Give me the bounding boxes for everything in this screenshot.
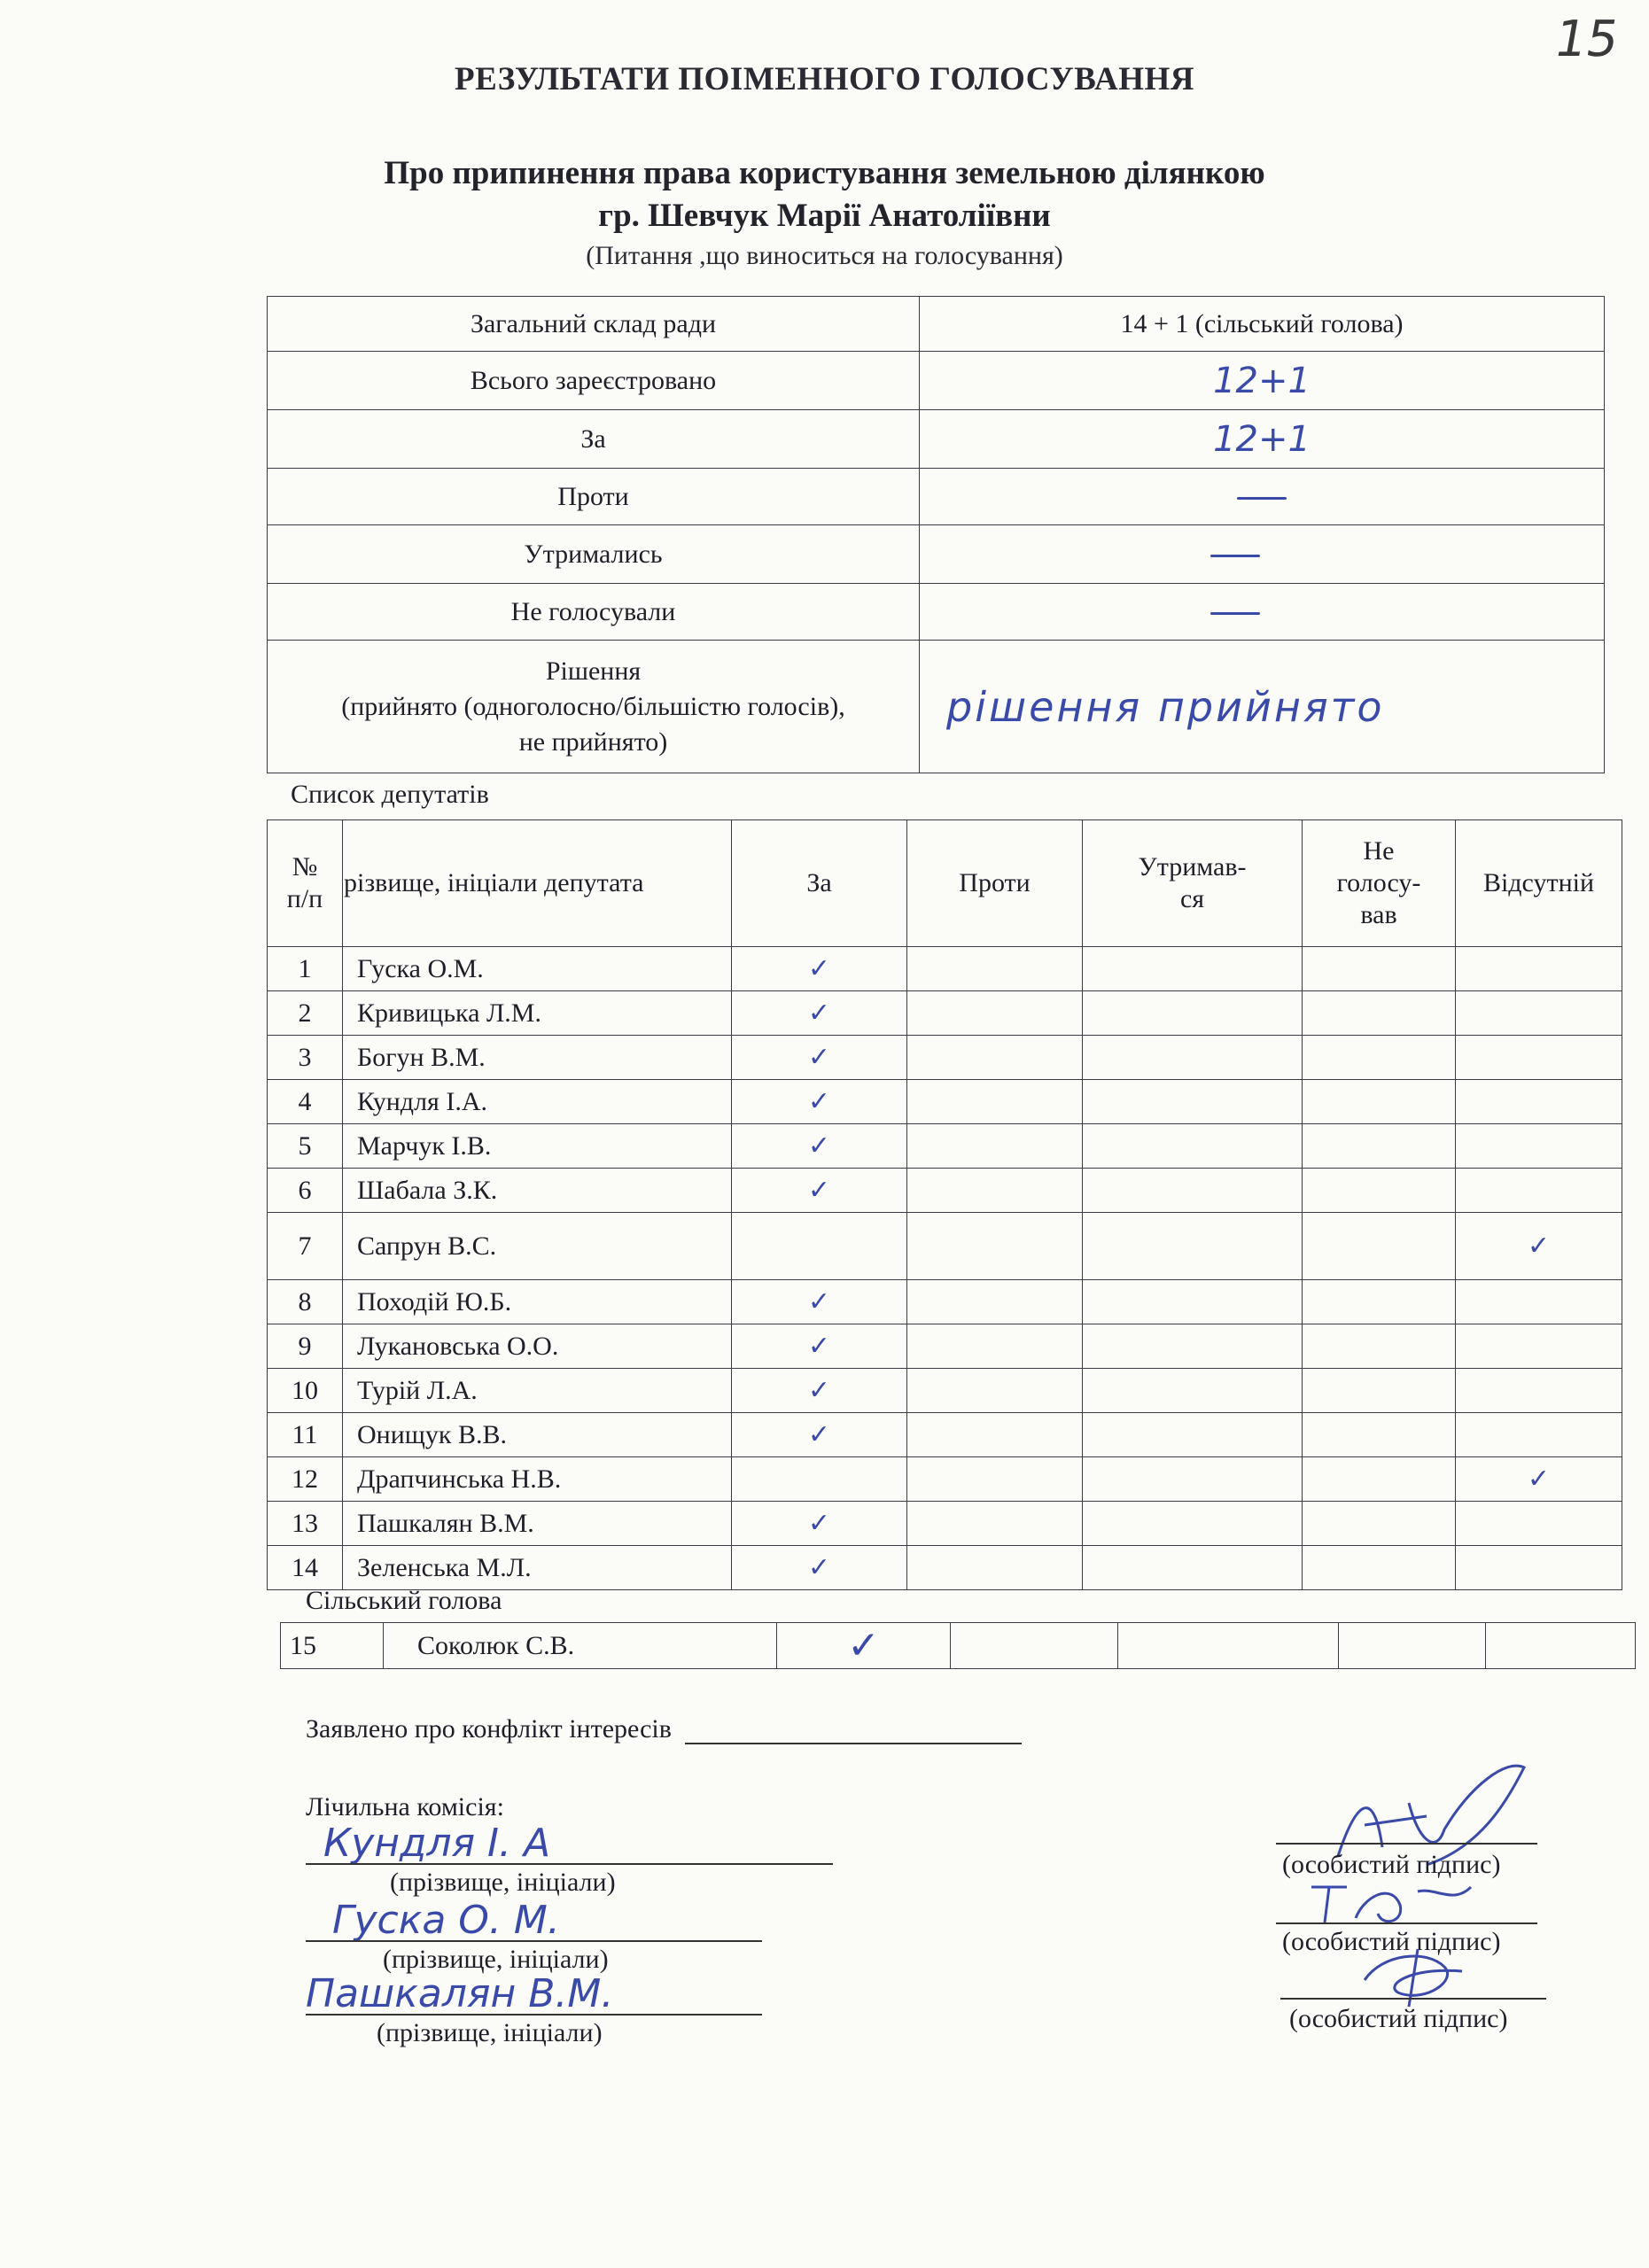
- vote-cell-not-voted: [1303, 1124, 1456, 1169]
- deputy-name: Пашкалян В.М.: [343, 1502, 732, 1546]
- not-voted-value: [920, 584, 1605, 641]
- deputy-name: Кривицька Л.М.: [343, 991, 732, 1036]
- registered-value: 12+1: [920, 352, 1605, 410]
- vote-cell-absent: [1456, 1546, 1622, 1590]
- decision-label-line-1: Рішення: [545, 656, 642, 686]
- member-2-caption: (прізвище, ініціали): [383, 1945, 609, 1974]
- header-abstained: [1083, 820, 1303, 947]
- row-number: 4: [268, 1080, 343, 1124]
- vote-cell-not-voted: [1303, 1213, 1456, 1280]
- head-name: Соколюк С.В.: [384, 1623, 777, 1669]
- table-row: [268, 1280, 1622, 1324]
- deputies-header-row: [268, 820, 1622, 947]
- check-mark-icon: ✓: [807, 1042, 831, 1073]
- vote-cell-abstained: [1083, 1080, 1303, 1124]
- deputy-name: Гуска О.М.: [343, 947, 732, 991]
- row-number: 11: [268, 1413, 343, 1457]
- check-mark-icon: ✓: [807, 1375, 831, 1406]
- signature-3-icon: [1347, 1940, 1506, 2011]
- check-mark-icon: ✓: [807, 1130, 831, 1161]
- subtitle-line-1: Про припинення права користування земельною ділянкою: [384, 155, 1265, 191]
- question-note: (Питання ,що виноситься на голосування): [586, 241, 1063, 270]
- vote-cell-for: [732, 1213, 907, 1280]
- vote-cell-abstained: [1083, 1413, 1303, 1457]
- member-3-caption: (прізвище, ініціали): [377, 2018, 603, 2047]
- vote-cell-absent: [1456, 1124, 1622, 1169]
- member-3-name: Пашкалян В.М.: [306, 1971, 614, 2016]
- head-number: 15: [281, 1623, 384, 1669]
- head-section-label: Сільський голова: [306, 1586, 502, 1615]
- vote-cell-for: [732, 1324, 907, 1369]
- table-row: [268, 1546, 1622, 1590]
- header-number-line-2: п/п: [286, 884, 323, 913]
- vote-cell-not-voted: [1303, 1324, 1456, 1369]
- check-mark-icon: ✓: [807, 1508, 831, 1539]
- vote-cell-absent: [1456, 1080, 1622, 1124]
- head-row: [281, 1623, 1636, 1669]
- row-number: 1: [268, 947, 343, 991]
- signature-2-caption: (особистий підпис): [1282, 1927, 1501, 1956]
- vote-cell-abstained: [1083, 1457, 1303, 1502]
- vote-cell-not-voted: [1303, 947, 1456, 991]
- vote-cell-absent: [1456, 991, 1622, 1036]
- deputy-name: Сапрун В.С.: [343, 1213, 732, 1280]
- dash-mark: [1237, 497, 1287, 500]
- member-1-name: Кундля І. А: [323, 1821, 551, 1866]
- vote-cell-absent: [1456, 1369, 1622, 1413]
- row-number: 14: [268, 1546, 343, 1590]
- vote-cell-not-voted: [1303, 1169, 1456, 1213]
- vote-cell-against: [907, 1124, 1083, 1169]
- vote-cell-not-voted: [1303, 1413, 1456, 1457]
- vote-cell-against: [907, 1213, 1083, 1280]
- vote-cell-for: [732, 1413, 907, 1457]
- table-row: [268, 1502, 1622, 1546]
- subtitle: [0, 152, 1649, 237]
- table-row: [268, 1413, 1622, 1457]
- vote-cell-not-voted: [1303, 1080, 1456, 1124]
- row-number: 13: [268, 1502, 343, 1546]
- vote-cell-abstained: [1083, 1502, 1303, 1546]
- vote-cell-for: [732, 1080, 907, 1124]
- deputy-name: Походій Ю.Б.: [343, 1280, 732, 1324]
- deputies-table: [267, 819, 1622, 1590]
- signature-1-caption: (особистий підпис): [1282, 1850, 1501, 1879]
- vote-cell-for: [732, 947, 907, 991]
- summary-row-decision: [268, 641, 1605, 773]
- table-row: [268, 1124, 1622, 1169]
- vote-cell-against: [907, 1080, 1083, 1124]
- row-number: 5: [268, 1124, 343, 1169]
- check-mark-icon: ✓: [807, 1175, 831, 1206]
- head-abstained-cell: [1118, 1623, 1339, 1669]
- table-row: [268, 1369, 1622, 1413]
- vote-cell-against: [907, 1457, 1083, 1502]
- vote-cell-abstained: [1083, 1324, 1303, 1369]
- check-mark-icon: ✓: [807, 1086, 831, 1117]
- table-row: [268, 1213, 1622, 1280]
- table-row: [268, 991, 1622, 1036]
- deputy-name: Кундля І.А.: [343, 1080, 732, 1124]
- check-mark-icon: ✓: [1527, 1231, 1551, 1262]
- header-absent: Відсутній: [1456, 820, 1622, 947]
- decision-label-line-3: не прийнято): [518, 726, 668, 757]
- deputy-name: Марчук І.В.: [343, 1124, 732, 1169]
- vote-cell-against: [907, 991, 1083, 1036]
- vote-cell-abstained: [1083, 1369, 1303, 1413]
- vote-cell-abstained: [1083, 1169, 1303, 1213]
- header-against: Проти: [907, 820, 1083, 947]
- member-2-name: Гуска О. М.: [332, 1898, 560, 1943]
- header-not-voted: [1303, 820, 1456, 947]
- deputies-section-label: Список депутатів: [291, 780, 489, 809]
- vote-cell-abstained: [1083, 1213, 1303, 1280]
- total-value: 14 + 1 (сільський голова): [920, 297, 1605, 352]
- header-for: За: [732, 820, 907, 947]
- vote-cell-for: [732, 1036, 907, 1080]
- vote-cell-for: [732, 1169, 907, 1213]
- conflict-blank-line: [685, 1743, 1022, 1744]
- row-number: 9: [268, 1324, 343, 1369]
- summary-row-abstained: [268, 525, 1605, 584]
- vote-cell-not-voted: [1303, 991, 1456, 1036]
- table-row: [268, 1169, 1622, 1213]
- abstained-value: [920, 525, 1605, 584]
- deputy-name: Лукановська О.О.: [343, 1324, 732, 1369]
- header-abstained-line-1: Утримав-: [1138, 852, 1247, 882]
- against-value: [920, 469, 1605, 525]
- vote-cell-for: [732, 1280, 907, 1324]
- decision-value: рішення прийнято: [920, 641, 1605, 773]
- vote-cell-absent: [1456, 1502, 1622, 1546]
- row-number: 7: [268, 1213, 343, 1280]
- deputy-name: Турій Л.А.: [343, 1369, 732, 1413]
- signature-1-line: [1276, 1843, 1537, 1845]
- vote-cell-against: [907, 1280, 1083, 1324]
- vote-cell-for: [732, 1502, 907, 1546]
- vote-cell-not-voted: [1303, 1546, 1456, 1590]
- vote-cell-against: [907, 1324, 1083, 1369]
- header-number-line-1: №: [292, 852, 318, 882]
- check-mark-icon: ✓: [807, 1331, 831, 1362]
- head-against-cell: [951, 1623, 1118, 1669]
- summary-table: [267, 296, 1605, 773]
- vote-cell-abstained: [1083, 947, 1303, 991]
- check-mark-icon: ✓: [807, 1552, 831, 1583]
- summary-row-total: [268, 297, 1605, 352]
- conflict-statement: [306, 1714, 1022, 1744]
- deputy-name: Богун В.М.: [343, 1036, 732, 1080]
- conflict-label: Заявлено про конфлікт інтересів: [306, 1714, 672, 1744]
- summary-row-registered: [268, 352, 1605, 410]
- vote-cell-absent: [1456, 1213, 1622, 1280]
- abstained-label: Утримались: [268, 525, 920, 584]
- table-row: [268, 1457, 1622, 1502]
- signature-2-line: [1276, 1922, 1537, 1924]
- summary-row-for: [268, 410, 1605, 469]
- check-mark-icon: ✓: [1527, 1464, 1551, 1495]
- head-for-cell: ✓: [777, 1623, 951, 1669]
- vote-cell-absent: [1456, 1324, 1622, 1369]
- row-number: 12: [268, 1457, 343, 1502]
- deputy-name: Шабала З.К.: [343, 1169, 732, 1213]
- head-not-voted-cell: [1339, 1623, 1486, 1669]
- vote-cell-against: [907, 1036, 1083, 1080]
- check-mark-icon: ✓: [807, 1419, 831, 1450]
- vote-cell-absent: [1456, 1169, 1622, 1213]
- vote-cell-for: [732, 991, 907, 1036]
- header-number: [268, 820, 343, 947]
- deputy-name: Зеленська М.Л.: [343, 1546, 732, 1590]
- vote-cell-absent: [1456, 1457, 1622, 1502]
- head-absent-cell: [1486, 1623, 1636, 1669]
- vote-cell-not-voted: [1303, 1280, 1456, 1324]
- row-number: 2: [268, 991, 343, 1036]
- check-mark-icon: ✓: [807, 1286, 831, 1317]
- decision-label: [268, 641, 920, 773]
- vote-cell-for: [732, 1457, 907, 1502]
- head-table: [280, 1622, 1636, 1669]
- vote-cell-absent: [1456, 1280, 1622, 1324]
- member-1-line: [306, 1863, 833, 1865]
- total-label: Загальний склад ради: [268, 297, 920, 352]
- summary-row-against: [268, 469, 1605, 525]
- vote-cell-against: [907, 1169, 1083, 1213]
- vote-cell-against: [907, 1546, 1083, 1590]
- summary-row-not-voted: [268, 584, 1605, 641]
- not-voted-label: Не голосували: [268, 584, 920, 641]
- for-value: 12+1: [920, 410, 1605, 469]
- member-2-line: [306, 1940, 762, 1942]
- dash-mark: [1210, 612, 1260, 615]
- vote-cell-abstained: [1083, 1036, 1303, 1080]
- row-number: 6: [268, 1169, 343, 1213]
- against-label: Проти: [268, 469, 920, 525]
- vote-cell-absent: [1456, 1413, 1622, 1457]
- row-number: 3: [268, 1036, 343, 1080]
- vote-cell-abstained: [1083, 1124, 1303, 1169]
- vote-cell-absent: [1456, 1036, 1622, 1080]
- vote-cell-for: [732, 1369, 907, 1413]
- vote-cell-abstained: [1083, 991, 1303, 1036]
- header-abstained-line-2: ся: [1179, 884, 1205, 913]
- deputy-name: Онищук В.В.: [343, 1413, 732, 1457]
- table-row: [268, 1324, 1622, 1369]
- vote-cell-abstained: [1083, 1546, 1303, 1590]
- row-number: 8: [268, 1280, 343, 1324]
- decision-label-line-2: (прийнято (одноголосно/більшістю голосів),: [341, 691, 845, 721]
- table-row: [268, 1036, 1622, 1080]
- vote-cell-against: [907, 1413, 1083, 1457]
- member-1-caption: (прізвище, ініціали): [390, 1868, 616, 1897]
- vote-cell-against: [907, 1502, 1083, 1546]
- vote-cell-for: [732, 1546, 907, 1590]
- member-3-line: [306, 2014, 762, 2016]
- vote-cell-not-voted: [1303, 1369, 1456, 1413]
- check-mark-icon: ✓: [807, 953, 831, 984]
- vote-cell-against: [907, 947, 1083, 991]
- header-not-voted-line-2: голосу-: [1336, 868, 1421, 897]
- vote-cell-not-voted: [1303, 1457, 1456, 1502]
- header-not-voted-line-3: вав: [1360, 900, 1397, 929]
- vote-cell-abstained: [1083, 1280, 1303, 1324]
- registered-label: Всього зареєстровано: [268, 352, 920, 410]
- for-label: За: [268, 410, 920, 469]
- subtitle-line-2: гр. Шевчук Марії Анатоліївни: [598, 198, 1051, 234]
- signature-3-caption: (особистий підпис): [1289, 2004, 1508, 2033]
- row-number: 10: [268, 1369, 343, 1413]
- table-row: [268, 947, 1622, 991]
- deputy-name: Драпчинська Н.В.: [343, 1457, 732, 1502]
- header-name: різвище, ініціали депутата: [343, 820, 732, 947]
- header-not-voted-line-1: Не: [1363, 836, 1395, 866]
- vote-cell-not-voted: [1303, 1036, 1456, 1080]
- vote-cell-for: [732, 1124, 907, 1169]
- check-mark-icon: ✓: [807, 998, 831, 1029]
- signature-3-line: [1280, 1998, 1546, 2000]
- vote-cell-against: [907, 1369, 1083, 1413]
- vote-cell-not-voted: [1303, 1502, 1456, 1546]
- commission-label: Лічильна комісія:: [306, 1792, 504, 1821]
- page-title: РЕЗУЛЬТАТИ ПОІМЕННОГО ГОЛОСУВАННЯ: [454, 61, 1195, 97]
- page-number-mark: 15: [1550, 11, 1623, 68]
- dash-mark: [1210, 555, 1260, 557]
- deputies-body: [268, 947, 1622, 1590]
- table-row: [268, 1080, 1622, 1124]
- vote-cell-absent: [1456, 947, 1622, 991]
